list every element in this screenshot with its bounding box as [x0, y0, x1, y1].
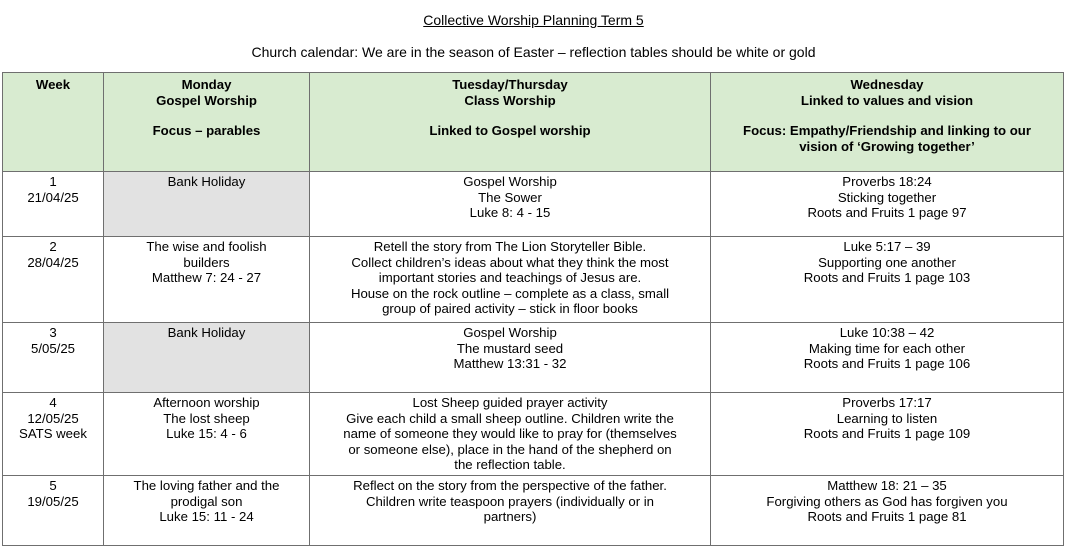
tuesday-thursday-cell: [310, 172, 711, 237]
header-week-label: Week: [35, 77, 71, 92]
tuesday-thursday-cell-line: Children write teaspoon prayers (individually or in: [365, 493, 655, 509]
week-cell: [3, 237, 104, 323]
tuesday-thursday-cell-line: partners): [483, 509, 537, 525]
wednesday-cell: [711, 393, 1064, 476]
week-cell-line: 21/04/25: [27, 189, 79, 205]
tuesday-thursday-cell-line: the reflection table.: [454, 457, 566, 473]
table-row: [3, 475, 1064, 545]
header-tuethu-day: Tuesday/Thursday: [452, 77, 568, 92]
header-wednesday-focus-2: vision of ‘Growing together’: [799, 138, 975, 154]
monday-cell-line: Bank Holiday: [167, 325, 246, 340]
tuesday-thursday-cell: [310, 237, 711, 323]
tuesday-thursday-cell-line: group of paired activity – stick in floor books: [382, 301, 638, 317]
header-row: [3, 73, 1064, 172]
wednesday-cell-line: Roots and Fruits 1 page 81: [807, 509, 967, 525]
wednesday-cell: [711, 323, 1064, 393]
header-wednesday: [711, 73, 1064, 172]
page-title: Collective Worship Planning Term 5: [423, 12, 644, 28]
church-calendar-note: Church calendar: We are in the season of Easter – reflection tables should be white or gold: [251, 44, 816, 60]
tuesday-thursday-cell-line: Luke 8: 4 - 15: [469, 205, 551, 221]
week-cell-line: SATS week: [19, 426, 87, 442]
table-row: [3, 323, 1064, 393]
header-tuethu-type: Class Worship: [464, 92, 556, 108]
tuesday-thursday-cell-line: The mustard seed: [456, 340, 564, 356]
tuesday-thursday-cell-line: Lost Sheep guided prayer activity: [412, 395, 608, 410]
week-cell-line: 1: [49, 174, 57, 189]
tuesday-thursday-cell-line: Retell the story from The Lion Storyteller Bible.: [373, 239, 647, 254]
wednesday-cell-line: Roots and Fruits 1 page 97: [807, 205, 967, 221]
wednesday-cell-line: Roots and Fruits 1 page 109: [803, 426, 971, 442]
tuesday-thursday-cell-line: Gospel Worship: [463, 325, 557, 340]
wednesday-cell-line: Matthew 18: 21 – 35: [827, 477, 947, 493]
tuesday-thursday-cell-line: Matthew 13:31 - 32: [453, 356, 567, 372]
wednesday-cell-line: Learning to listen: [836, 410, 938, 426]
week-cell-line: 4: [49, 395, 57, 410]
wednesday-cell: [711, 475, 1064, 545]
tuesday-thursday-cell: [310, 393, 711, 476]
week-cell-line: 19/05/25: [27, 493, 79, 509]
week-cell-line: 2: [49, 239, 57, 254]
header-wednesday-day: Wednesday: [850, 77, 924, 92]
monday-cell-line: prodigal son: [170, 493, 243, 509]
wednesday-cell-line: Proverbs 18:24: [842, 174, 932, 189]
monday-cell-line: The lost sheep: [163, 410, 250, 426]
header-monday-type: Gospel Worship: [156, 92, 257, 108]
week-cell-line: 5/05/25: [31, 340, 75, 356]
tuesday-thursday-cell-line: Give each child a small sheep outline. Children write the: [346, 410, 674, 426]
wednesday-cell-line: Roots and Fruits 1 page 106: [803, 356, 971, 372]
monday-cell-line: The wise and foolish: [146, 239, 267, 254]
header-tuethu: [310, 73, 711, 172]
tuesday-thursday-cell: [310, 475, 711, 545]
monday-cell: [104, 323, 310, 393]
monday-cell-line: Bank Holiday: [167, 174, 246, 189]
monday-cell-line: Luke 15: 11 - 24: [159, 509, 254, 525]
week-cell-line: 28/04/25: [27, 254, 79, 270]
wednesday-cell-line: Sticking together: [837, 189, 937, 205]
monday-cell-line: Matthew 7: 24 - 27: [151, 270, 262, 286]
wednesday-cell-line: Luke 5:17 – 39: [843, 239, 931, 254]
monday-cell-line: Luke 15: 4 - 6: [166, 426, 247, 442]
wednesday-cell-line: Making time for each other: [808, 340, 966, 356]
tuesday-thursday-cell-line: or someone else), place in the hand of the shepherd on: [348, 441, 672, 457]
wednesday-cell-line: Supporting one another: [818, 254, 956, 270]
worship-plan-table: [2, 72, 1064, 546]
week-cell: [3, 323, 104, 393]
wednesday-cell-line: Proverbs 17:17: [842, 395, 932, 410]
monday-cell: [104, 237, 310, 323]
week-cell: [3, 172, 104, 237]
header-wednesday-type: Linked to values and vision: [800, 92, 974, 108]
header-monday-day: Monday: [181, 77, 232, 92]
week-cell-line: 12/05/25: [27, 410, 79, 426]
header-monday: [104, 73, 310, 172]
tuesday-thursday-cell-line: The Sower: [478, 189, 542, 205]
wednesday-cell: [711, 172, 1064, 237]
week-cell-line: 5: [49, 477, 57, 493]
monday-cell: [104, 172, 310, 237]
table-row: [3, 237, 1064, 323]
monday-cell-line: The loving father and the: [133, 477, 280, 493]
header-monday-focus: Focus – parables: [152, 123, 261, 139]
wednesday-cell-line: Luke 10:38 – 42: [839, 325, 935, 340]
wednesday-cell-line: Forgiving others as God has forgiven you: [766, 493, 1008, 509]
tuesday-thursday-cell-line: Reflect on the story from the perspective of the father.: [353, 477, 667, 493]
tuesday-thursday-cell-line: Gospel Worship: [463, 174, 557, 189]
tuesday-thursday-cell-line: House on the rock outline – complete as a class, small: [350, 285, 670, 301]
week-cell: [3, 475, 104, 545]
header-tuethu-focus: Linked to Gospel worship: [429, 123, 591, 139]
tuesday-thursday-cell-line: important stories and teachings of Jesus are.: [378, 270, 642, 286]
wednesday-cell-line: Roots and Fruits 1 page 103: [803, 270, 971, 286]
table-row: [3, 393, 1064, 476]
table-row: [3, 172, 1064, 237]
monday-cell: [104, 475, 310, 545]
monday-cell-line: builders: [183, 254, 230, 270]
week-cell-line: 3: [49, 325, 57, 340]
tuesday-thursday-cell: [310, 323, 711, 393]
header-wednesday-focus-1: Focus: Empathy/Friendship and linking to our: [743, 123, 1031, 139]
tuesday-thursday-cell-line: name of someone they would like to pray for (themselves: [343, 426, 677, 442]
plan-rows: [3, 172, 1064, 546]
wednesday-cell: [711, 237, 1064, 323]
tuesday-thursday-cell-line: Collect children’s ideas about what they think the most: [351, 254, 669, 270]
monday-cell: [104, 393, 310, 476]
week-cell: [3, 393, 104, 476]
header-week: [3, 73, 104, 172]
monday-cell-line: Afternoon worship: [153, 395, 260, 410]
